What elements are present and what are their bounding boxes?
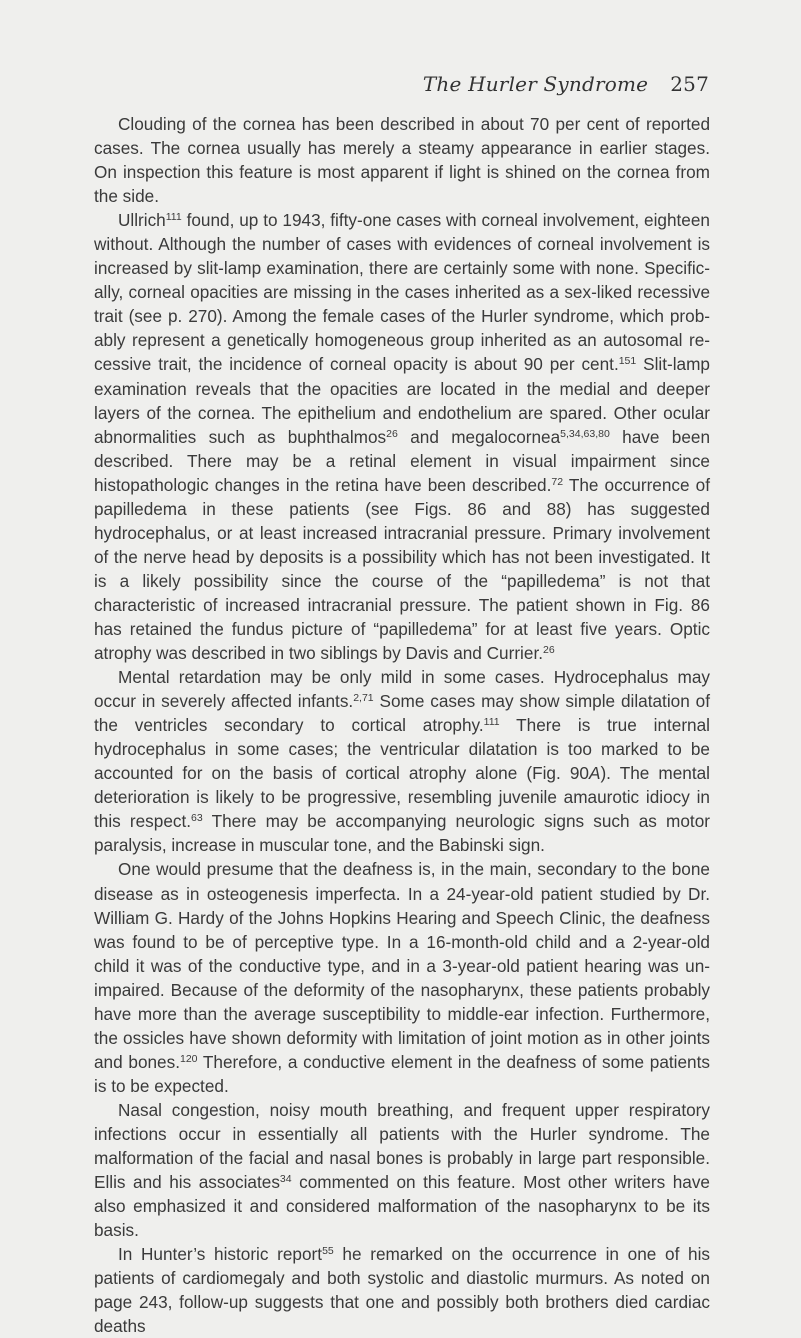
citation-superscript: 34 — [279, 1173, 292, 1186]
paragraph — [94, 208, 710, 665]
text-run: There is true internal hydrocephalus in some cases; the ventricular dilatation is too marked to be accounted for on the basis of cortical atrophy alone (Fig. 90 — [94, 715, 710, 784]
text-run: found, up to 1943, fifty-one cases with corneal involvement, eighteen without. Although the number of cases with evidences of corneal involvement is increased by slit-lamp examination, there are certainly some with none. Specifically, corneal opacities are missing in the cases inherited as a sex-liked recessive trait (see p. 270). Among the female cases of the Hurler syndrome, which probably represent a genetically homogeneous group inherited as an autosomal recessive trait, the incidence of corneal opacity is about 90 per cent. — [94, 210, 710, 375]
citation-superscript: 72 — [551, 475, 564, 488]
body-text — [94, 112, 710, 1338]
page-number: 257 — [670, 72, 709, 96]
text-run: Therefore, a conductive element in the deafness of some patients is to be expected. — [94, 1051, 710, 1096]
paragraph — [94, 112, 710, 208]
text-run: ). The mental deterioration is likely to be progressive, resembling juvenile amaurotic idiocy in this respect. — [94, 763, 710, 832]
text-run: Ullrich — [118, 210, 166, 231]
text-run: commented on this feature. Most other writers have also emphasized it and considered malformation of the nasopharynx to be its basis. — [94, 1172, 710, 1241]
citation-superscript: 120 — [179, 1052, 198, 1065]
citation-superscript: 26 — [386, 427, 398, 440]
citation-superscript: 2,71 — [353, 692, 374, 705]
citation-superscript: 111 — [165, 211, 182, 224]
citation-superscript: 151 — [618, 355, 637, 368]
text-run: In Hunter’s historic report — [118, 1244, 323, 1265]
running-head-title: The Hurler Syndrome — [422, 72, 649, 96]
text-run: he remarked on the occurrence in one of his patients of cardiomegaly and both systolic and diastolic murmurs. As noted on page 243, follow-up suggests that one and possibly both brothers died cardiac deaths — [94, 1244, 710, 1337]
paragraph — [94, 857, 710, 1097]
citation-superscript: 63 — [191, 812, 203, 825]
figure-letter: A — [588, 763, 601, 784]
citation-superscript: 5,34,63,80 — [560, 427, 610, 440]
citation-superscript: 111 — [483, 716, 500, 729]
text-run: One would presume that the deafness is, in the main, secondary to the bone disease as in osteogenesis imperfecta. In a 24-year-old patient studied by Dr. William G. Hardy of the Johns Hopkins Hearing and Speech Clinic, the deafness was found to be of perceptive type. In a 16-month-old child and a 2-year-old child it was of the conductive type, and in a 3-year-old patient hearing was unimpaired. Because of the deformity of the nasopharynx, these patients probably have more than the average susceptibility to middle-ear infection. Furthermore, the ossicles have shown deformity with limitation of joint motion as in other joints and bones. — [94, 859, 710, 1072]
paragraph — [94, 665, 710, 857]
paragraph — [94, 1242, 710, 1338]
text-run: Clouding of the cornea has been described in about 70 per cent of reported cases. The cornea usually has merely a steamy appearance in earlier stages. On inspection this feature is most apparent if light is shined on the cornea from the side. — [94, 114, 710, 207]
paragraph — [94, 1098, 710, 1242]
text-run: There may be accompanying neurologic signs such as motor paralysis, increase in muscular tone, and the Babinski sign. — [94, 811, 710, 856]
citation-superscript: 55 — [322, 1245, 334, 1258]
running-head — [423, 72, 709, 96]
text-run: Nasal congestion, noisy mouth breathing, and frequent upper respiratory infections occur in essentially all patients with the Hurler syndrome. The malformation of the facial and nasal bones is probably in large part responsible. Ellis and his associates — [94, 1099, 710, 1193]
text-run: The occurrence of papilledema in these patients (see Figs. 86 and 88) has suggested hydrocephalus, or at least increased intracranial pressure. Primary involvement of the nerve head by deposits is a possibility which has not been investigated. It is a likely possibility since the course of the “papilledema” is not that characteristic of increased intracranial pressure. The patient shown in Fig. 86 has retained the fundus picture of “papilledema” for at least five years. Optic atrophy was described in two siblings by Davis and Currier. — [94, 474, 710, 664]
text-run: Slit-lamp examination reveals that the opacities are located in the medial and deeper layers of the cornea. The epithelium and endothelium are spared. Other ocular abnormalities such as buphthalmos — [94, 354, 710, 447]
text-run: Some cases may show simple dilatation of the ventricles secondary to cortical atrophy. — [94, 691, 710, 736]
text-run: and megalocornea — [397, 426, 561, 447]
citation-superscript: 26 — [543, 644, 555, 657]
text-run: Mental retardation may be only mild in some cases. Hydrocephalus may occur in severely affected infants. — [94, 667, 710, 712]
text-run: have been described. There may be a retinal element in visual impairment since histopathologic changes in the retina have been described. — [94, 426, 711, 495]
